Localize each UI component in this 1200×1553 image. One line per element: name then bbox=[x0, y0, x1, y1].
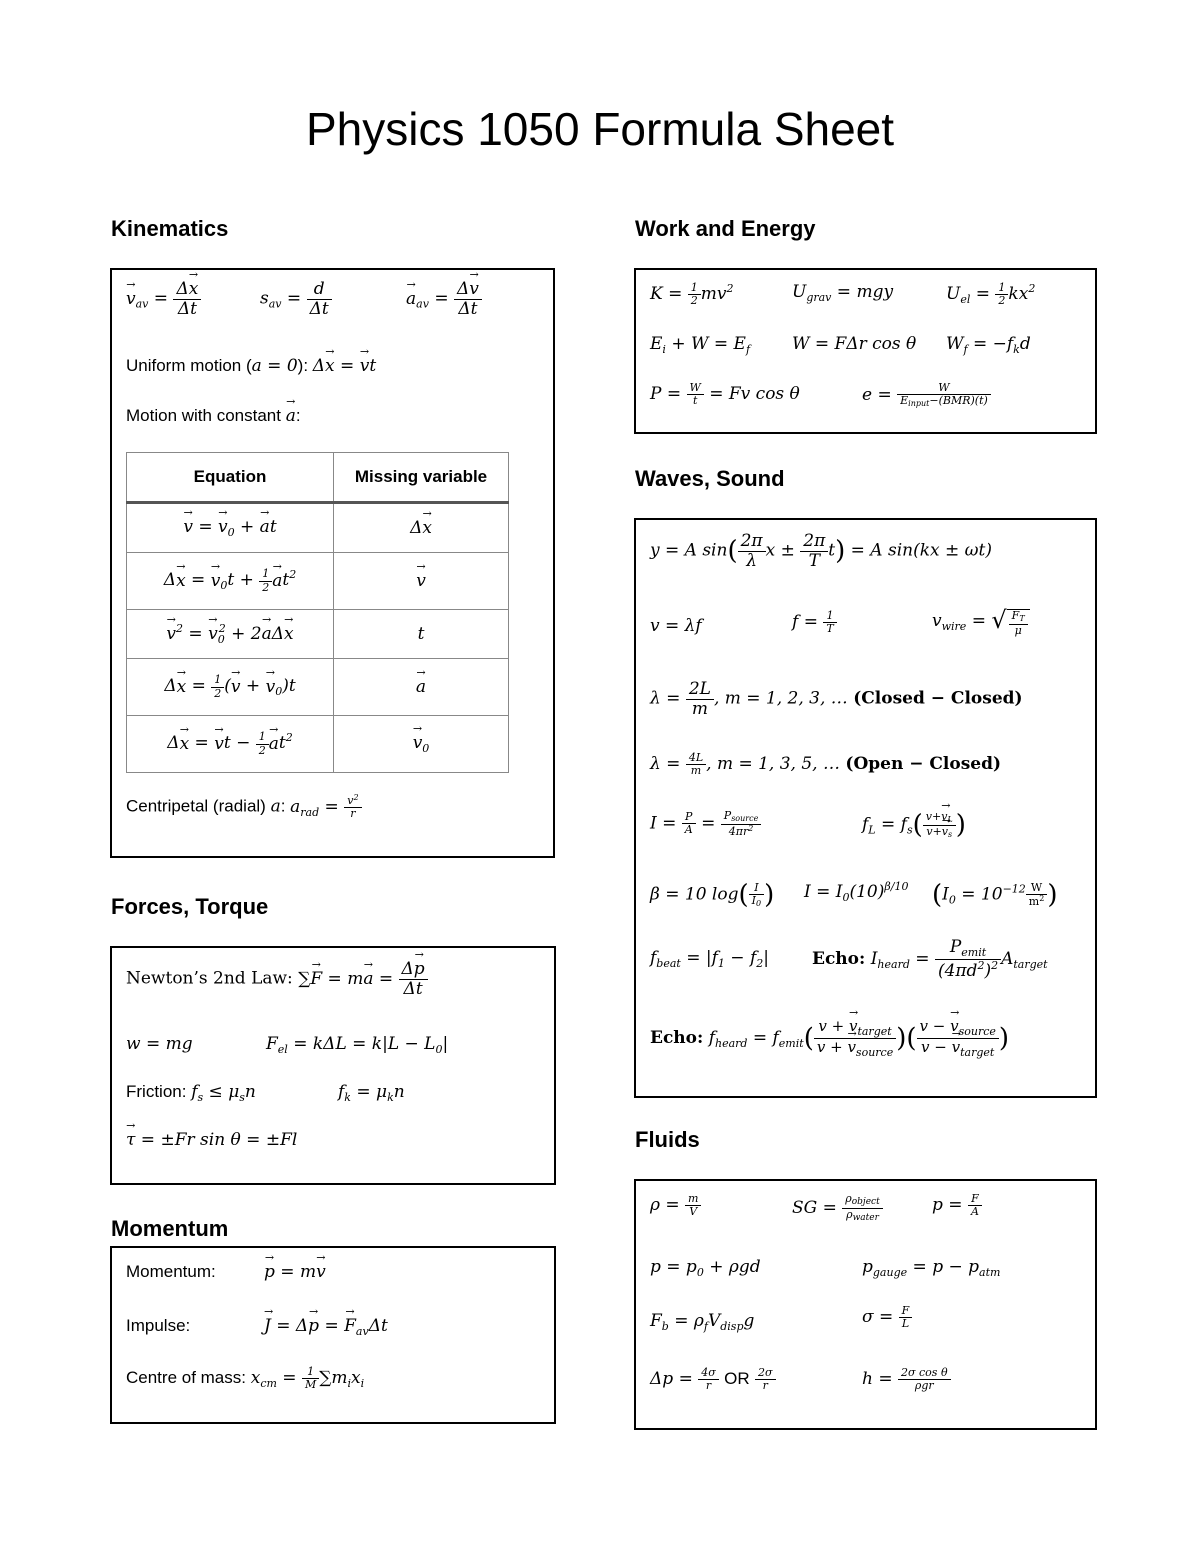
laplace-pressure-formula: Δp = $\frac{4\sigma}{r}$ OR $\frac{2\sigma}{r}$ bbox=[650, 1367, 776, 1392]
impulse-formula: J → = Δp → = $F \to_{av}\Delta t$ bbox=[264, 1316, 388, 1338]
weight-formula: w = mg bbox=[126, 1034, 193, 1054]
frequency-formula: f = $\frac{1}{T}$ bbox=[792, 610, 837, 635]
kinematics-heading: Kinematics bbox=[111, 216, 229, 241]
kinematics-equation-table bbox=[126, 452, 509, 773]
friction-formula: Friction: $f_s \le \mu_sn$ bbox=[126, 1082, 256, 1104]
waves-sound-heading: Waves, Sound bbox=[635, 466, 785, 491]
work-energy-box bbox=[634, 268, 1097, 434]
table-row: v → = $v \to_0 + a \to t$ Δx → bbox=[127, 503, 509, 553]
echo-intensity-formula: Echo: $I_{heard}$ = $\frac{P_{emit}}{(4\pi d^2)^2}$ $A_{target}$ bbox=[812, 937, 1048, 982]
gravitational-potential-formula: $U_{grav}$ = mgy bbox=[792, 282, 894, 304]
pressure-formula: p = $\frac{F}{A}$ bbox=[932, 1193, 982, 1218]
table-row: Δx → = $\frac{1}{2}$ (v → + $v \to_0)t$ a → bbox=[127, 659, 509, 716]
sound-level-formula: β = 10 log( $\frac{I}{I0}$ ) bbox=[650, 880, 775, 910]
newton-second-law-formula: Newton’s 2nd Law: ∑F → = ma → = $\frac{\Delta p \to}{\Delta t}$ bbox=[126, 960, 428, 998]
momentum-label: Momentum: bbox=[126, 1262, 216, 1281]
table-header-missing-variable: Missing variable bbox=[334, 453, 509, 503]
kinetic-energy-formula: K = $\frac{1}{2}$ $mv^2$ bbox=[650, 281, 734, 308]
table-row: $v \to^2 = v \to_0^2 + 2a \to\Delta x$ → t bbox=[127, 610, 509, 659]
closed-closed-wavelength-formula: λ = $\frac{2L}{m}$ , m = 1, 2, 3, … (Closed − Closed) bbox=[650, 679, 1023, 719]
page-title: Physics 1050 Formula Sheet bbox=[305, 103, 895, 155]
waves-sound-box bbox=[634, 518, 1097, 1098]
average-speed-formula: $s_{av}$ = $\frac{d}{\Delta t}$ bbox=[260, 280, 332, 318]
doppler-formula: $f_L = f_s$( $\frac{v+v \to L}{v+v \to s}$ ) bbox=[862, 810, 966, 840]
centripetal-formula: Centripetal (radial) a: $a_{rad}$ = $\frac{v^2}{r}$ bbox=[126, 794, 362, 820]
capillary-rise-formula: h = $\frac{\text{2σ cos θ}}{\text{ρgr}}$ bbox=[862, 1367, 951, 1392]
kinetic-friction-formula: $f_k = \mu_kn$ bbox=[338, 1082, 405, 1104]
wave-equation-formula: y = A sin( $\frac{2\pi}{\lambda}$ x ± $\frac{2\pi}{T}$ t) = A sin(kx ± ωt) bbox=[650, 531, 992, 571]
table-row: Δx → = v →t − $\frac{1}{2}$ $a \to t^2$ $v \to_0$ bbox=[127, 716, 509, 773]
open-closed-wavelength-formula: λ = $\frac{4L}{m}$ , m = 1, 3, 5, … (Open − Closed) bbox=[650, 751, 1002, 778]
impulse-label: Impulse: bbox=[126, 1316, 191, 1335]
kinematics-box bbox=[110, 268, 555, 858]
energy-conservation-formula: $E_i + W = E_f$ bbox=[650, 334, 751, 356]
surface-tension-formula: σ = $\frac{F}{L}$ bbox=[862, 1305, 912, 1330]
buoyant-force-formula: $F_b = \rho_fV_{disp}g$ bbox=[650, 1311, 755, 1333]
forces-box bbox=[110, 946, 556, 1185]
reference-intensity-formula: ($I_0 = 10^{-12}$ $\frac{W}{m^2}$ ) bbox=[932, 880, 1058, 910]
intensity-from-level-formula: $I = I_0(10)^{\beta/10}$ bbox=[804, 880, 909, 904]
beat-frequency-formula: $f_{beat} = |f_1 - f_2|$ bbox=[650, 948, 769, 970]
uniform-motion-formula: Uniform motion (a = 0): Δx → = v →t bbox=[126, 356, 376, 376]
work-formula: W = FΔr cos θ bbox=[792, 334, 917, 354]
work-energy-heading: Work and Energy bbox=[635, 216, 816, 241]
table-row: Δx → = $v \to_0t$ + $\frac{1}{2}$ $a \to t^2$ v → bbox=[127, 553, 509, 610]
elastic-force-formula: $F_{el} = k\Delta L = k|L - L_0|$ bbox=[266, 1034, 449, 1056]
hydrostatic-pressure-formula: $p = p_0 + \rho gd$ bbox=[650, 1257, 761, 1279]
echo-frequency-formula: Echo: $f_{heard} = f_{emit}$( $\frac{v + v \to_{target}}{v + v \to_{source}}$ )( $\frac{v - v \to_{source}}{v - v \to_{target}}$ ) bbox=[650, 1018, 1009, 1059]
average-velocity-formula: $v \to_{av}$ = $\frac{\Delta x \to}{\Delta t}$ bbox=[126, 280, 201, 318]
density-formula: ρ = $\frac{m}{V}$ bbox=[650, 1193, 701, 1218]
fluids-heading: Fluids bbox=[635, 1127, 700, 1152]
wave-speed-formula: v = λf bbox=[650, 616, 702, 636]
efficiency-formula: e = $\frac{W}{\text{Einput−(BMR)(t)}}$ bbox=[862, 382, 991, 409]
gauge-pressure-formula: $p_{gauge} = p - p_{atm}$ bbox=[862, 1257, 1001, 1279]
friction-work-formula: $W_f = -f_kd$ bbox=[946, 334, 1031, 356]
torque-formula: τ → = ±Fr sin θ = ±Fl bbox=[126, 1130, 297, 1150]
wire-wave-speed-formula: $v_{wire}$ = √ $\frac{FT}{\mu}$ bbox=[932, 606, 1030, 637]
power-formula: P = $\frac{W}{t}$ = Fv cos θ bbox=[650, 381, 800, 408]
momentum-box bbox=[110, 1246, 556, 1424]
intensity-formula: I = $\frac{P}{A}$ = $\frac{\text{Psource}}{4\pi r^2}$ bbox=[650, 810, 761, 838]
forces-heading: Forces, Torque bbox=[111, 894, 269, 919]
elastic-potential-formula: $U_{el}$ = $\frac{1}{2}$ $kx^2$ bbox=[946, 281, 1036, 308]
specific-gravity-formula: SG = $\frac{\text{ρobject}}{\text{ρwater}}$ bbox=[792, 1193, 883, 1224]
table-header-equation: Equation bbox=[127, 453, 334, 503]
momentum-formula: p → = mv → bbox=[264, 1262, 326, 1282]
fluids-box bbox=[634, 1179, 1097, 1430]
centre-of-mass-formula: Centre of mass: $x_{cm}$ = $\frac{1}{M}$ $\sum m_ix_i$ bbox=[126, 1365, 365, 1392]
momentum-heading: Momentum bbox=[111, 1216, 229, 1241]
average-acceleration-formula: $a \to_{av}$ = $\frac{\Delta v \to}{\Delta t}$ bbox=[406, 280, 482, 318]
constant-acceleration-label: Motion with constant a →: bbox=[126, 406, 301, 426]
